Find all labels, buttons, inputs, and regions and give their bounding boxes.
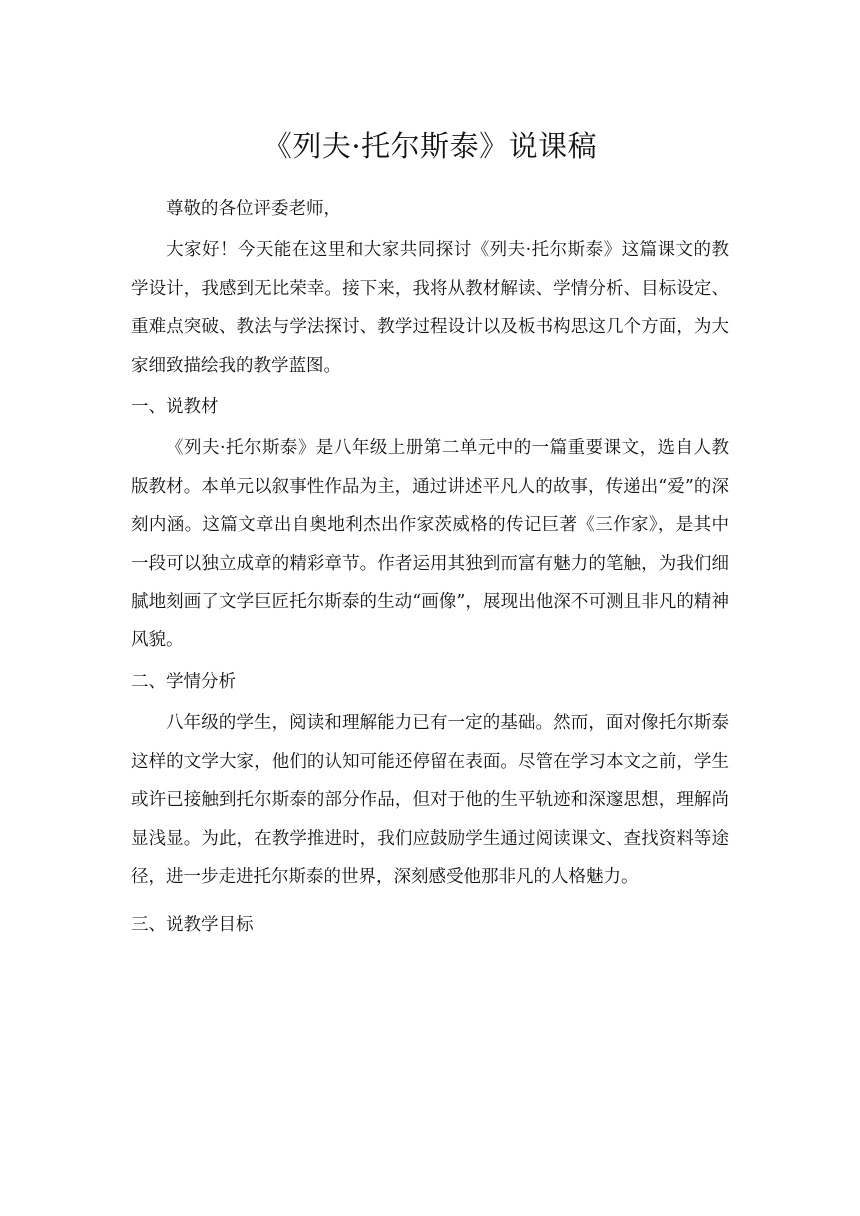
- greeting-paragraph: 尊敬的各位评委老师，: [166, 199, 341, 219]
- section-paragraph-textbook: 《列夫·托尔斯泰》是八年级上册第二单元中的一篇重要课文，选自人教版教材。本单元以叙事性作品为主，通过讲述平凡人的故事，传递出“爱”的深刻内涵。这篇文章出自奥地利杰出作家茨威格的传记巨著《三作家》，是其中一段可以独立成章的精彩章节。作者运用其独到而富有魅力的笔触，为我们细腻地刻画了文学巨匠托尔斯泰的生动“画像”，展现出他深不可测且非凡的精神风貌。: [131, 438, 729, 651]
- section-heading-student-analysis: 二、学情分析: [131, 671, 236, 692]
- section-heading-textbook: 一、说教材: [131, 397, 219, 418]
- document-body: [131, 190, 729, 945]
- document-title: 《列夫·托尔斯泰》说课稿: [262, 129, 598, 163]
- section-heading-teaching-goals: 三、说教学目标: [131, 915, 254, 936]
- intro-paragraph: 大家好！今天能在这里和大家共同探讨《列夫·托尔斯泰》这篇课文的教学设计，我感到无比荣幸。接下来，我将从教材解读、学情分析、目标设定、重难点突破、教法与学法探讨、教学过程设计以及板书构思这几个方面，为大家细致描绘我的教学蓝图。: [131, 240, 729, 376]
- section-paragraph-student-analysis: 八年级的学生，阅读和理解能力已有一定的基础。然而，面对像托尔斯泰这样的文学大家，他们的认知可能还停留在表面。尽管在学习本文之前，学生或许已接触到托尔斯泰的部分作品，但对于他的生平轨迹和深邃思想，理解尚显浅显。为此，在教学推进时，我们应鼓励学生通过阅读课文、查找资料等途径，进一步走进托尔斯泰的世界，深刻感受他那非凡的人格魅力。: [131, 713, 729, 887]
